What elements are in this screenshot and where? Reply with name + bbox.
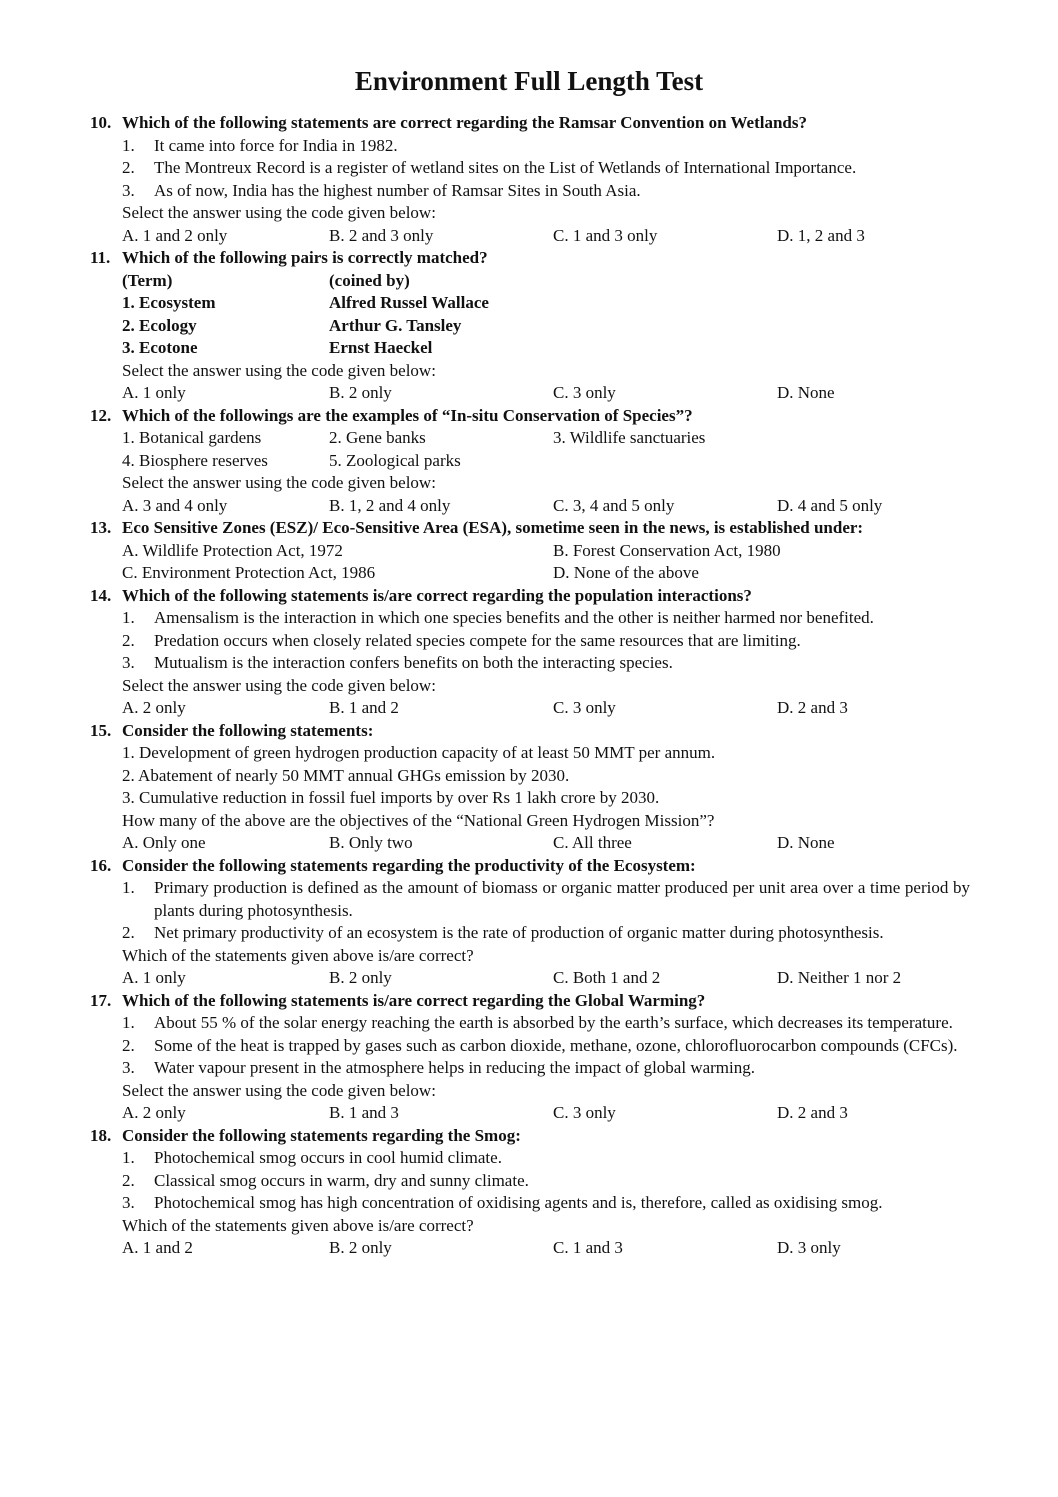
options bbox=[122, 1102, 970, 1125]
question-text: Which of the following statements is/are correct regarding the population interactions? bbox=[122, 585, 752, 605]
statement: 1. Primary production is defined as the amount of biomass or organic matter produced per unit area over a time period by plants during photosynthesis. bbox=[122, 878, 970, 920]
option-d: D. 4 and 5 only bbox=[777, 495, 883, 515]
option-c: C. All three bbox=[553, 833, 632, 852]
statement: 3. Photochemical smog has high concentration of oxidising agents and is, therefore, called as oxidising smog. bbox=[122, 1193, 883, 1212]
option-a: A. Only one bbox=[122, 833, 206, 852]
question-number: 12. bbox=[90, 405, 112, 425]
question-17 bbox=[90, 990, 970, 1125]
question-number: 16. bbox=[90, 855, 112, 875]
option-d: D. 2 and 3 bbox=[777, 1103, 848, 1122]
question-text: Consider the following statements regarding the productivity of the Ecosystem: bbox=[122, 855, 696, 875]
option-b: B. 2 only bbox=[329, 383, 392, 402]
page-title: Environment Full Length Test bbox=[354, 66, 704, 96]
options bbox=[122, 382, 970, 405]
option-d: D. None of the above bbox=[553, 563, 699, 582]
option-c: C. 3, 4 and 5 only bbox=[553, 495, 675, 515]
option-c: C. 3 only bbox=[553, 698, 616, 717]
option-d: D. None bbox=[777, 833, 835, 852]
statement: 3. Water vapour present in the atmosphere helps in reducing the impact of global warming. bbox=[122, 1058, 756, 1077]
question-text: Eco Sensitive Zones (ESZ)/ Eco-Sensitive Area (ESA), sometime seen in the news, is established under: bbox=[122, 518, 864, 537]
option-a: A. 1 and 2 only bbox=[122, 225, 228, 245]
options bbox=[122, 225, 970, 248]
options bbox=[122, 1237, 970, 1260]
question-10 bbox=[90, 112, 970, 247]
statement: 1. About 55 % of the solar energy reaching the earth is absorbed by the earth’s surface, which decreases its temperature. bbox=[122, 1013, 953, 1032]
question-list bbox=[90, 112, 970, 1260]
option-c: C. 3 only bbox=[553, 383, 616, 402]
question-14 bbox=[90, 585, 970, 720]
question-18 bbox=[90, 1125, 970, 1260]
option-b: B. 2 only bbox=[329, 1238, 392, 1257]
question-12 bbox=[90, 405, 970, 518]
question-16 bbox=[90, 855, 970, 990]
question-number: 10. bbox=[90, 113, 112, 132]
question-13 bbox=[90, 517, 970, 585]
option-c: C. 1 and 3 only bbox=[553, 225, 658, 245]
instruction: Which of the statements given above is/are correct? bbox=[122, 1215, 474, 1235]
options bbox=[122, 967, 970, 990]
pair-row: 1. Ecosystem Alfred Russel Wallace bbox=[122, 293, 489, 312]
option-b: B. 1 and 2 bbox=[329, 698, 399, 717]
statement: 1. It came into force for India in 1982. bbox=[122, 135, 398, 155]
option-c: C. 1 and 3 bbox=[553, 1238, 623, 1257]
question-11 bbox=[90, 247, 970, 405]
option-a: A. 1 only bbox=[122, 968, 186, 987]
option-c: C. 3 only bbox=[553, 1103, 616, 1122]
statement: 3. Mutualism is the interaction confers benefits on both the interacting species. bbox=[122, 653, 673, 672]
question-number: 18. bbox=[90, 1125, 112, 1145]
options bbox=[122, 697, 970, 720]
instruction: Select the answer using the code given below: bbox=[122, 473, 436, 492]
option-d: D. 2 and 3 bbox=[777, 698, 848, 717]
option-b: B. 2 only bbox=[329, 968, 392, 987]
option-b: B. Only two bbox=[329, 833, 413, 852]
instruction: Select the answer using the code given below: bbox=[122, 360, 436, 380]
statement: 1. Amensalism is the interaction in which one species benefits and the other is neither harmed nor benefited. bbox=[122, 608, 874, 627]
option-d: D. Neither 1 nor 2 bbox=[777, 968, 902, 987]
statement: 1. Photochemical smog occurs in cool humid climate. bbox=[122, 1148, 502, 1167]
option-d: D. 3 only bbox=[777, 1238, 841, 1257]
items-row bbox=[122, 427, 970, 450]
item: 5. Zoological parks bbox=[329, 450, 461, 470]
statement: 2. Some of the heat is trapped by gases such as carbon dioxide, methane, ozone, chlorofluorocarbon compounds (CFCs). bbox=[122, 1035, 958, 1055]
instruction: Which of the statements given above is/are correct? bbox=[122, 945, 474, 965]
statement: 2. The Montreux Record is a register of wetland sites on the List of Wetlands of International Importance. bbox=[122, 158, 857, 177]
items-row bbox=[122, 450, 970, 473]
statement: 2. Classical smog occurs in warm, dry and sunny climate. bbox=[122, 1170, 529, 1190]
question-text: Consider the following statements regarding the Smog: bbox=[122, 1125, 521, 1145]
option-a: A. 2 only bbox=[122, 1103, 186, 1122]
statement: 3. As of now, India has the highest number of Ramsar Sites in South Asia. bbox=[122, 180, 641, 200]
option-a: A. 3 and 4 only bbox=[122, 495, 228, 515]
pair-row: 2. Ecology Arthur G. Tansley bbox=[122, 315, 462, 335]
options bbox=[122, 495, 970, 518]
question-text: Which of the followings are the examples of “In-situ Conservation of Species”? bbox=[122, 405, 693, 425]
item: 3. Wildlife sanctuaries bbox=[553, 428, 706, 447]
question-number: 11. bbox=[90, 248, 111, 267]
option-a: A. 2 only bbox=[122, 698, 186, 717]
instruction: Select the answer using the code given below: bbox=[122, 675, 436, 695]
statement: 2. Net primary productivity of an ecosystem is the rate of production of organic matter during photosynthesis. bbox=[122, 923, 884, 942]
question-text: Which of the following pairs is correctly matched? bbox=[122, 248, 488, 267]
option-a: A. 1 only bbox=[122, 383, 186, 402]
question-number: 14. bbox=[90, 585, 112, 605]
question-number: 13. bbox=[90, 518, 112, 537]
option-d: D. 1, 2 and 3 bbox=[777, 225, 865, 245]
option-b: B. 1, 2 and 4 only bbox=[329, 495, 451, 515]
options bbox=[122, 562, 970, 585]
statement: 3. Cumulative reduction in fossil fuel imports by over Rs 1 lakh crore by 2030. bbox=[122, 788, 660, 807]
question-text: Consider the following statements: bbox=[122, 720, 374, 740]
statement: 2. Predation occurs when closely related species compete for the same resources that are limiting. bbox=[122, 630, 801, 650]
statement: 1. Development of green hydrogen production capacity of at least 50 MMT per annum. bbox=[122, 743, 716, 762]
item: 2. Gene banks bbox=[329, 428, 426, 447]
item: 4. Biosphere reserves bbox=[122, 450, 268, 470]
instruction: How many of the above are the objectives of the “National Green Hydrogen Mission”? bbox=[122, 810, 715, 830]
option-b: B. 1 and 3 bbox=[329, 1103, 399, 1122]
option-b: B. 2 and 3 only bbox=[329, 225, 434, 245]
instruction: Select the answer using the code given below: bbox=[122, 1080, 436, 1100]
statement: 2. Abatement of nearly 50 MMT annual GHGs emission by 2030. bbox=[122, 765, 570, 785]
option-d: D. None bbox=[777, 383, 835, 402]
option-c: C. Environment Protection Act, 1986 bbox=[122, 563, 376, 582]
question-text: Which of the following statements are correct regarding the Ramsar Convention on Wetlands? bbox=[122, 113, 807, 132]
question-number: 15. bbox=[90, 720, 112, 740]
pair-row: 3. Ecotone Ernst Haeckel bbox=[122, 338, 433, 357]
option-c: C. Both 1 and 2 bbox=[553, 968, 661, 987]
pair-header: (Term) (coined by) bbox=[122, 270, 410, 290]
question-number: 17. bbox=[90, 990, 112, 1010]
question-text: Which of the following statements is/are correct regarding the Global Warming? bbox=[122, 990, 706, 1010]
question-15 bbox=[90, 720, 970, 855]
option-a: A. 1 and 2 bbox=[122, 1238, 193, 1257]
option-a: A. Wildlife Protection Act, 1972 bbox=[122, 540, 343, 560]
instruction: Select the answer using the code given below: bbox=[122, 203, 436, 222]
options bbox=[122, 540, 970, 563]
option-b: B. Forest Conservation Act, 1980 bbox=[553, 540, 781, 560]
item: 1. Botanical gardens bbox=[122, 428, 262, 447]
options bbox=[122, 832, 970, 855]
